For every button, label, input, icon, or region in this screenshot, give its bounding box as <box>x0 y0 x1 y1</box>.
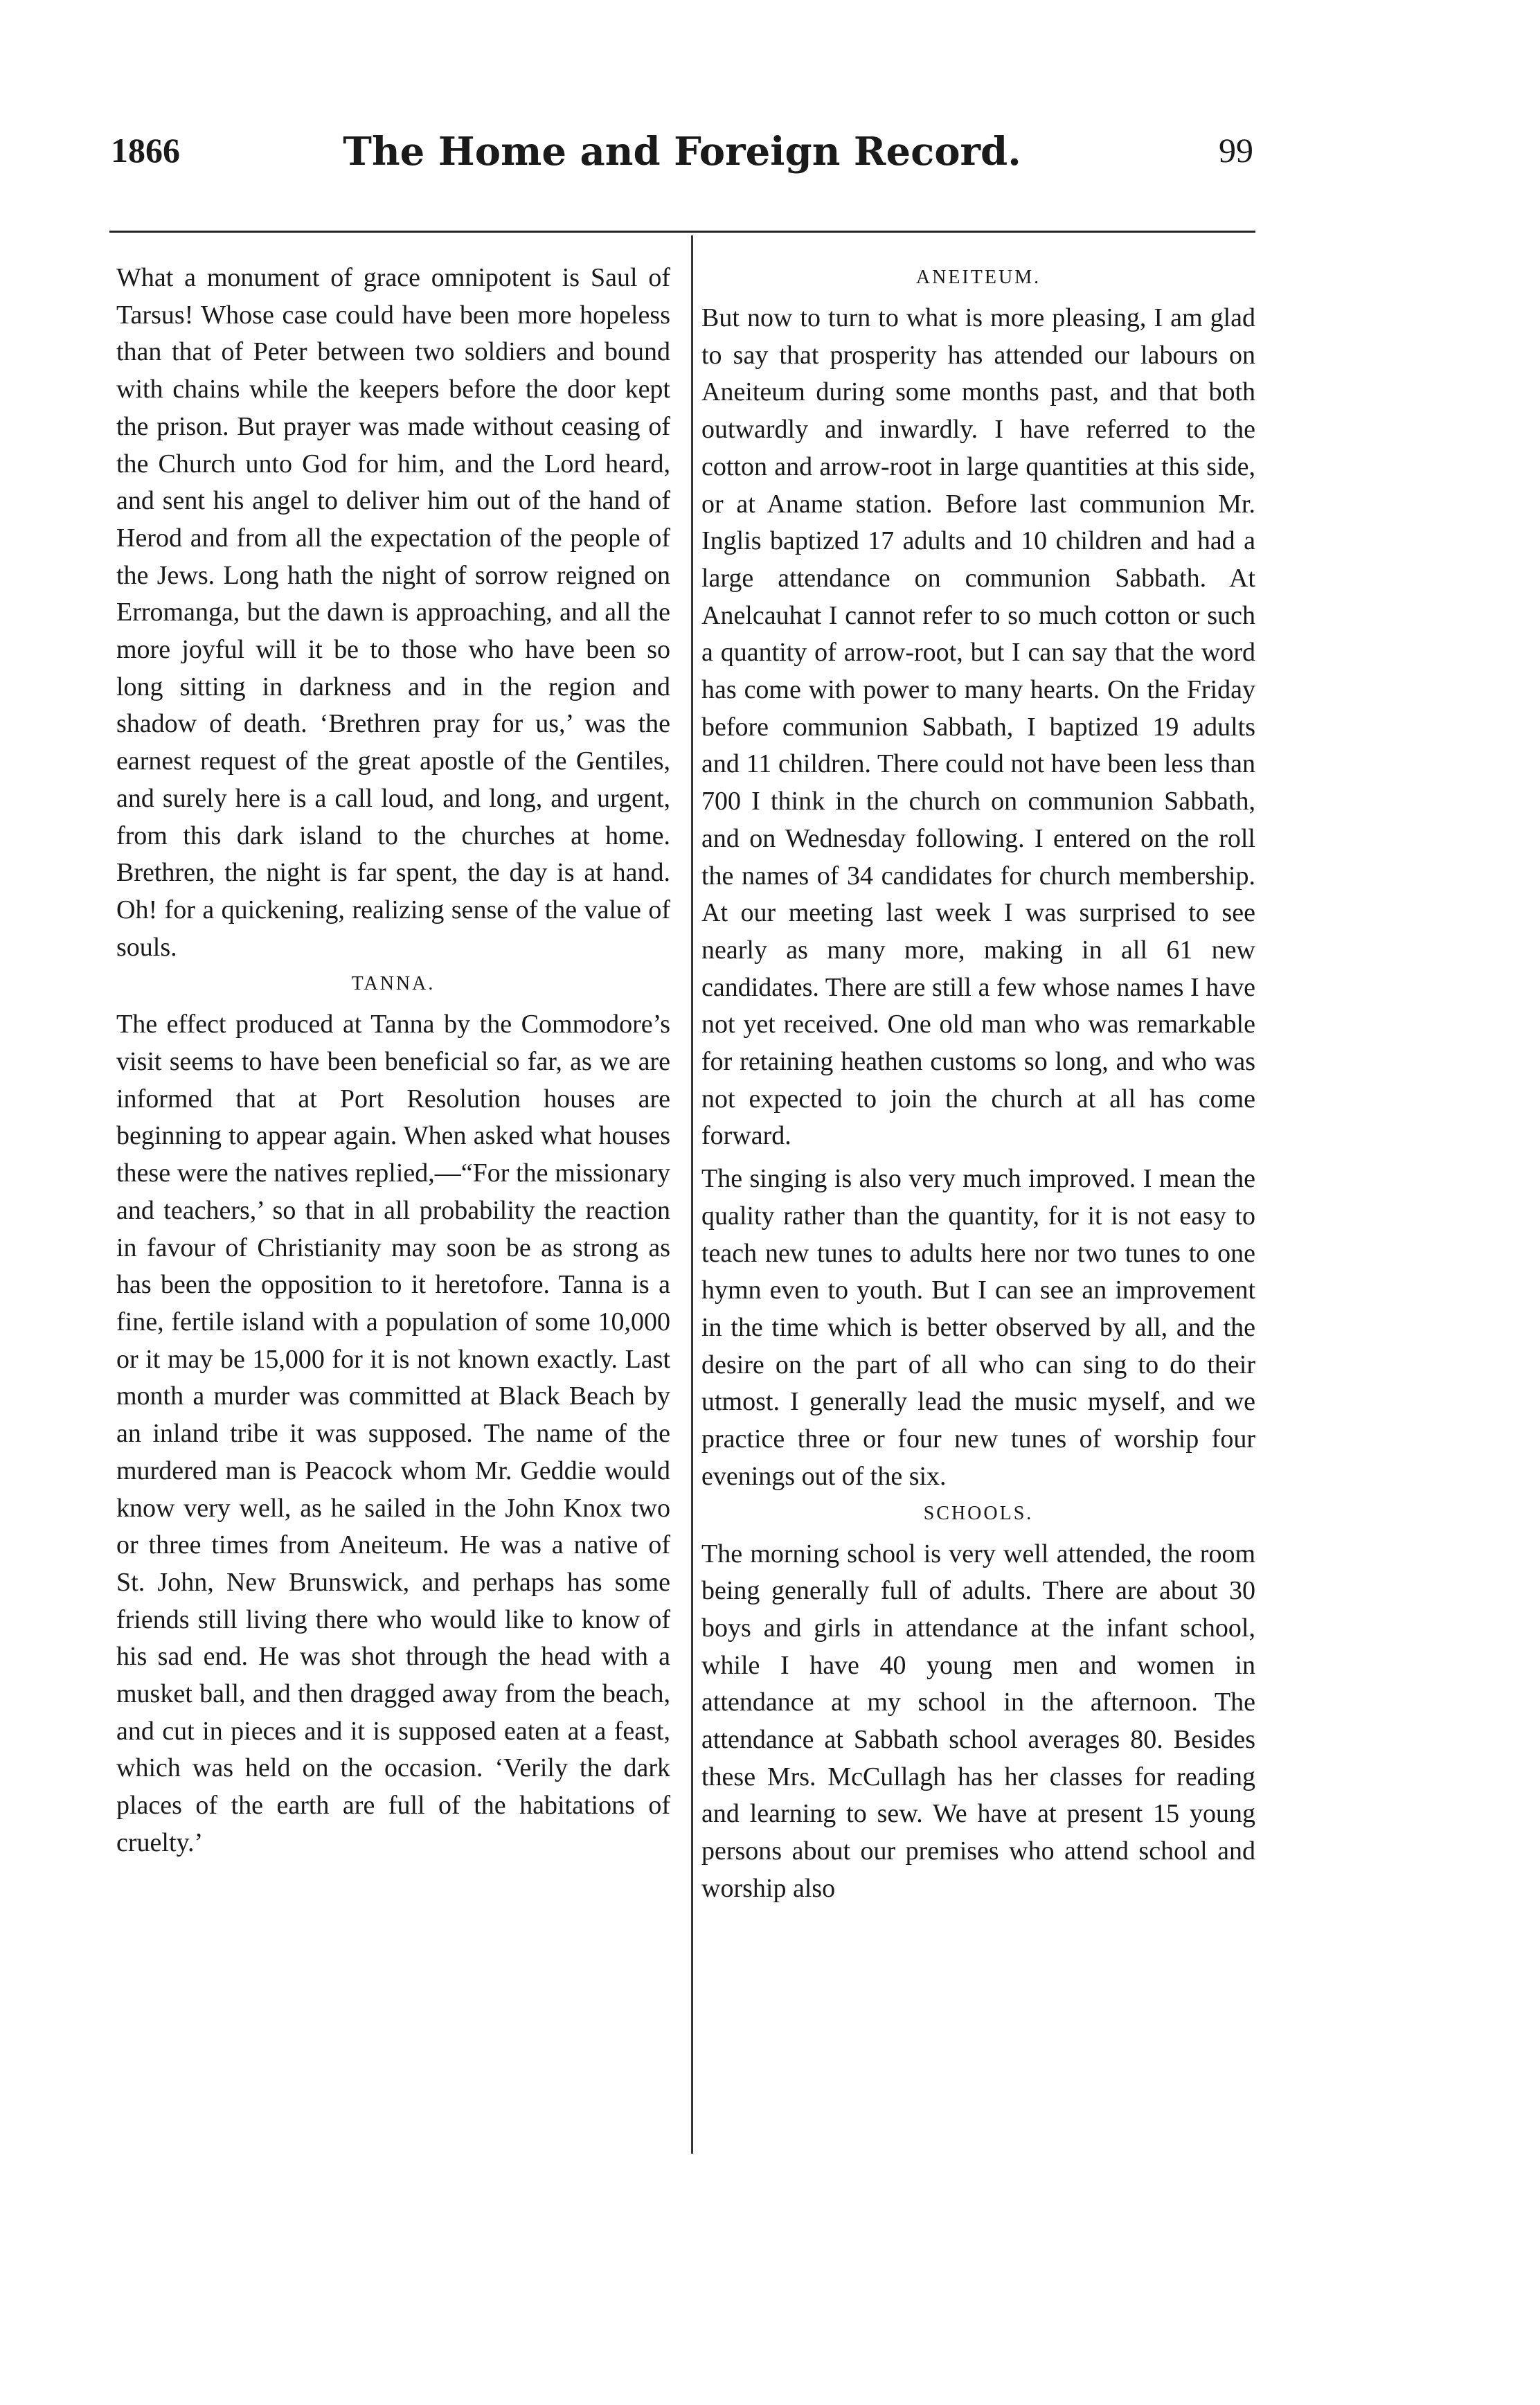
paragraph-tanna: The effect produced at Tanna by the Commodore’s visit seems to have been beneficial so far, as we are informed that at Port Resolution houses are beginning to appear again. When asked what houses these were the natives replied,—“For the missionary and teachers,’ so that in all probability the reaction in favour of Christianity may soon be as strong as has been the opposition to it heretofore. Tanna is a fine, fertile island with a population of some 10,000 or it may be 15,000 for it is not known exactly. Last month a murder was committed at Black Beach by an inland tribe it was supposed. The name of the murdered man is Peacock whom Mr. Geddie would know very well, as he sailed in the John Knox two or three times from Aneiteum. He was a native of St. John, New Brunswick, and perhaps has some friends still living there who would like to know of his sad end. He was shot through the head with a musket ball, and then dragged away from the beach, and cut in pieces and it is supposed eaten at a feast, which was held on the occasion. ‘Verily the dark places of the earth are full of the habitations of cruelty.’ <box>116 1010 670 1857</box>
header-rule <box>109 231 1255 233</box>
running-header <box>111 130 1253 193</box>
left-column <box>116 260 670 1862</box>
paragraph-singing: The singing is also very much improved. I mean the quality rather than the quantity, for it is not easy to teach new tunes to adults here nor two tunes to one hymn even to youth. But I can see an improvement in the time which is better observed by all, and the desire on the part of all who can sing to do their utmost. I generally lead the music myself, and we practice three or four new tunes of worship four evenings out of the six. <box>701 1164 1255 1491</box>
page-number: 99 <box>1219 131 1253 170</box>
column-divider <box>691 235 693 2154</box>
section-heading-schools: SCHOOLS. <box>923 1502 1034 1524</box>
header-year: 1866 <box>111 131 180 170</box>
section-heading-tanna: TANNA. <box>351 973 436 995</box>
paragraph-schools: The morning school is very well attended, the room being generally full of adults. There are about 30 boys and girls in attendance at the infant school, while I have 40 young men and women in attendance at my school in the afternoon. The attendance at Sabbath school averages 80. Besides these Mrs. McCullagh has her classes for reading and learning to sew. We have at present 15 young persons about our premises who attend school and worship also <box>701 1539 1255 1903</box>
paragraph-aneiteum: But now to turn to what is more pleasing, I am glad to say that prosperity has attended our labours on Aneiteum during some months past, and that both outwardly and inwardly. I have referred to the cotton and arrow-root in large quantities at this side, or at Aname station. Before last communion Mr. Inglis baptized 17 adults and 10 children and had a large attendance on communion Sabbath. At Anelcauhat I cannot refer to so much cotton or such a quantity of arrow-root, but I can say that the word has come with power to many hearts. On the Friday before communion Sabbath, I baptized 19 adults and 11 children. There could not have been less than 700 I think in the church on communion Sabbath, and on Wednesday following. I entered on the roll the names of 34 candidates for church membership. At our meeting last week I was surprised to see nearly as many more, making in all 61 new candidates. There are still a few whose names I have not yet received. One old man who was remarkable for retaining heathen customs so long, and who was not expected to join the church at all has come forward. <box>701 303 1255 1151</box>
section-heading-aneiteum: ANEITEUM. <box>915 267 1041 288</box>
journal-title: The Home and Foreign Record. <box>343 129 1021 175</box>
paragraph-erromanga: What a monument of grace omnipotent is Saul of Tarsus! Whose case could have been more hopeless than that of Peter between two soldiers and bound with chains while the keepers before the door kept the prison. But prayer was made without ceasing of the Church unto God for him, and the Lord heard, and sent his angel to deliver him out of the hand of Herod and from all the expectation of the people of the Jews. Long hath the night of sorrow reigned on Erromanga, but the dawn is approaching, and all the more joyful will it be to those who have been so long sitting in darkness and in the region and shadow of death. ‘Brethren pray for us,’ was the earnest request of the great apostle of the Gentiles, and surely here is a call loud, and long, and urgent, from this dark island to the churches at home. Brethren, the night is far spent, the day is at hand. Oh! for a quickening, realizing sense of the value of souls. <box>116 263 670 962</box>
right-column <box>701 260 1255 1908</box>
